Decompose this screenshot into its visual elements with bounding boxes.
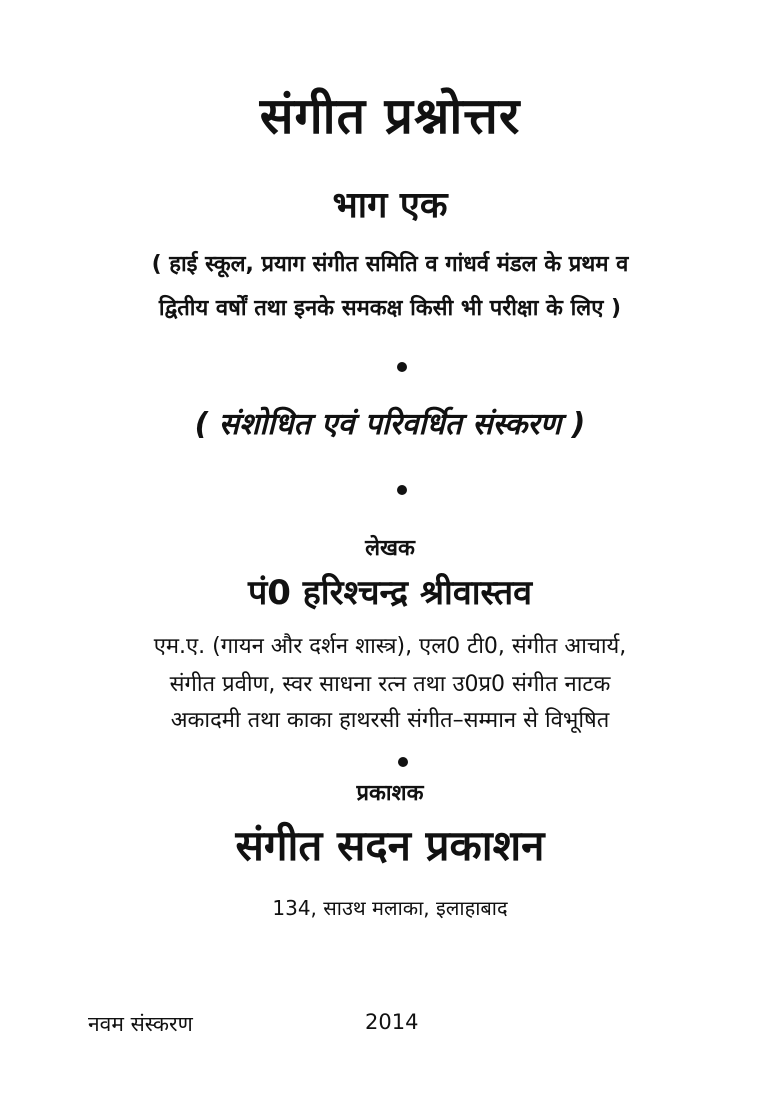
publisher-address: 134, साउथ मलाका, इलाहाबाद: [272, 896, 508, 920]
publication-year: 2014: [365, 1010, 419, 1034]
publisher-name: संगीत सदन प्रकाशन: [235, 821, 545, 870]
bullet-divider-3: [398, 757, 408, 767]
description-line-1: ( हाई स्कूल, प्रयाग संगीत समिति व गांधर्व मंडल के प्रथम व: [151, 252, 629, 277]
edition-number: नवम संस्करण: [88, 1012, 193, 1036]
author-qualification-3: अकादमी तथा काका हाथरसी संगीत–सम्मान से विभूषित: [170, 708, 610, 733]
book-title: संगीत प्रश्नोत्तर: [259, 87, 521, 145]
author-qualification-1: एम.ए. (गायन और दर्शन शास्त्र), एल0 टी0, संगीत आचार्य,: [153, 634, 627, 659]
bullet-divider-2: [397, 485, 407, 495]
author-qualification-2: संगीत प्रवीण, स्वर साधना रत्न तथा उ0प्र0 संगीत नाटक: [169, 672, 611, 697]
author-name: पं0 हरिश्चन्द्र श्रीवास्तव: [247, 573, 533, 613]
author-label: लेखक: [365, 536, 415, 561]
bullet-divider-1: [397, 362, 407, 372]
edition-note: ( संशोधित एवं परिवर्धित संस्करण ): [194, 407, 586, 442]
description-line-2: द्वितीय वर्षों तथा इनके समकक्ष किसी भी परीक्षा के लिए ): [158, 296, 622, 321]
book-part: भाग एक: [332, 185, 448, 226]
publisher-label: प्रकाशक: [356, 781, 424, 806]
